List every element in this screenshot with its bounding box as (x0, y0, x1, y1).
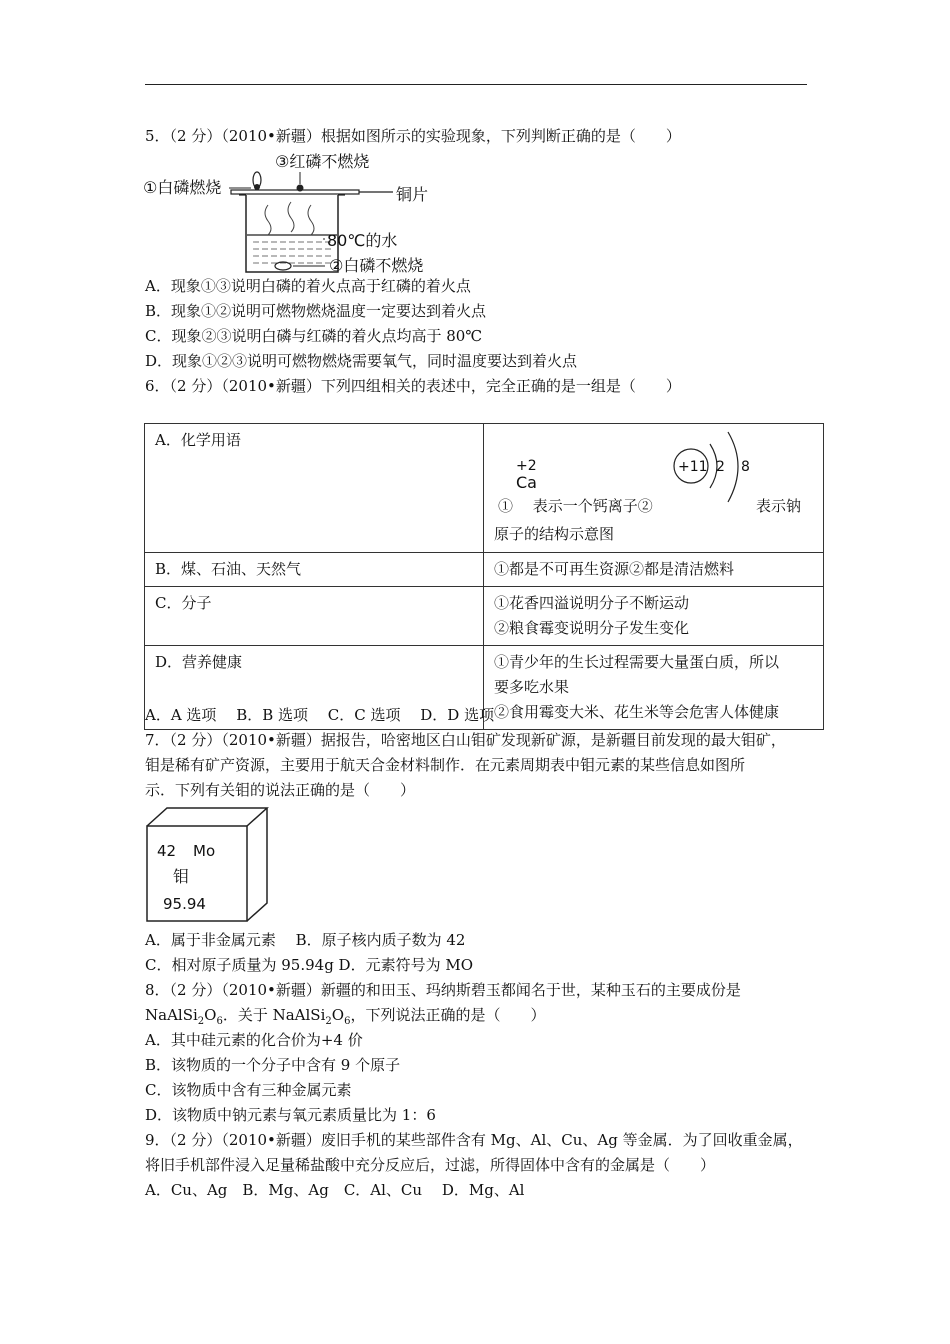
mo-element-cube (145, 806, 270, 924)
q7-line-1: 7．（2 分）（2010•新疆）据报告，哈密地区白山钼矿发现新矿源，是新疆目前发现的最大钼矿， (145, 731, 786, 749)
row-d-line-2: 要多吃水果 (494, 678, 570, 696)
formula: ．关于 NaAlSi (222, 1006, 326, 1024)
row-d-line-3: ②食用霉变大米、花生米等会危害人体健康 (494, 703, 780, 721)
q7-line-3: 示．下列有关钼的说法正确的是（ ） (145, 781, 416, 799)
row-c-line-1: ①花香四溢说明分子不断运动 (494, 594, 690, 612)
subscript: 6 (216, 1016, 223, 1027)
label-water: 80℃的水 (327, 231, 398, 250)
row-d-left: D．营养健康 (145, 646, 484, 730)
ca-symbol: Ca (516, 473, 537, 492)
label-copper: 铜片 (396, 185, 429, 204)
subscript: 2 (197, 1016, 205, 1027)
row-a-text-3: 原子的结构示意图 (494, 525, 615, 543)
row-d-line-1: ①青少年的生长过程需要大量蛋白质，所以 (494, 653, 780, 671)
formula: O (331, 1006, 345, 1024)
row-a-right (484, 424, 824, 553)
mo-atomic-number: 42 (157, 842, 177, 860)
q7-line-2: 钼是稀有矿产资源，主要用于航天合金材料制作．在元素周期表中钼元素的某些信息如图所 (145, 756, 746, 774)
q8-option-c: C．该物质中含有三种金属元素 (145, 1081, 352, 1099)
row-c-left: C．分子 (145, 587, 484, 646)
q6-options: A．A 选项 B．B 选项 C．C 选项 D．D 选项 (145, 706, 495, 724)
row-a-left: A．化学用语 (145, 424, 484, 553)
label-white-p-burn: ①白磷燃烧 (143, 178, 222, 197)
q5-option-d: D．现象①②③说明可燃物燃烧需要氧气，同时温度要达到着火点 (145, 352, 578, 370)
formula: O (204, 1006, 217, 1024)
q9-line-2: 将旧手机部件浸入足量稀盐酸中充分反应后，过滤，所得固体中含有的金属是（ ） (145, 1156, 716, 1174)
header-rule (145, 84, 807, 85)
na-nucleus: +11 (678, 459, 708, 475)
q5-stem: 5．（2 分）（2010•新疆）根据如图所示的实验现象，下列判断正确的是（ ） (145, 127, 681, 145)
q7-options-2: C．相对原子质量为 95.94g D．元素符号为 MO (145, 956, 474, 974)
table-row (145, 587, 824, 646)
q5-option-c: C．现象②③说明白磷与红磷的着火点均高于 80℃ (145, 327, 483, 345)
table-row (145, 424, 824, 553)
ca-charge: +2 (516, 458, 537, 474)
q8-option-a: A．其中硅元素的化合价为+4 价 (145, 1031, 363, 1049)
row-d-right (484, 646, 824, 730)
q5-option-b: B．现象①②说明可燃物燃烧温度一定要达到着火点 (145, 302, 487, 320)
row-b-right: ①都是不可再生资源②都是清洁燃料 (484, 553, 824, 587)
mo-mass: 95.94 (163, 895, 206, 913)
mo-symbol: Mo (193, 842, 216, 860)
q5-option-a: A．现象①③说明白磷的着火点高于红磷的着火点 (145, 277, 471, 295)
q6-table (144, 423, 824, 730)
table-row (145, 553, 824, 587)
row-b-left: B．煤、石油、天然气 (145, 553, 484, 587)
mo-name: 钼 (173, 867, 190, 886)
label-white-p-noburn: ②白磷不燃烧 (329, 256, 424, 275)
formula: ，下列说法正确的是（ ） (350, 1006, 546, 1024)
row-c-right (484, 587, 824, 646)
row-c-line-2: ②粮食霉变说明分子发生变化 (494, 619, 690, 637)
q8-option-d: D．该物质中钠元素与氧元素质量比为 1：6 (145, 1106, 436, 1124)
subscript: 2 (325, 1016, 332, 1027)
na-shell-1: 2 (716, 459, 725, 475)
q8-line-1: 8．（2 分）（2010•新疆）新疆的和田玉、玛纳斯碧玉都闻名于世，某种玉石的主要成份是 (145, 981, 741, 999)
q8-option-b: B．该物质的一个分子中含有 9 个原子 (145, 1056, 401, 1074)
row-a-text-2: 表示钠 (756, 497, 802, 515)
q6-stem: 6．（2 分）（2010•新疆）下列四组相关的表述中，完全正确的是一组是（ ） (145, 377, 681, 395)
subscript: 6 (344, 1016, 351, 1027)
row-a-text-1: ① 表示一个钙离子② (498, 497, 653, 515)
formula: NaAlSi (145, 1006, 198, 1024)
q9-options: A．Cu、Ag B．Mg、Ag C．Al、Cu D．Mg、Al (145, 1181, 525, 1199)
q5-figure (143, 150, 443, 276)
na-shell-2: 8 (741, 459, 750, 475)
label-red-p: ③红磷不燃烧 (275, 152, 370, 171)
q8-line-2 (145, 1005, 545, 1032)
q7-options-1: A．属于非金属元素 B．原子核内质子数为 42 (145, 931, 466, 949)
q9-line-1: 9．（2 分）（2010•新疆）废旧手机的某些部件含有 Mg、Al、Cu、Ag 等金属．为了回收重金属， (145, 1131, 803, 1149)
